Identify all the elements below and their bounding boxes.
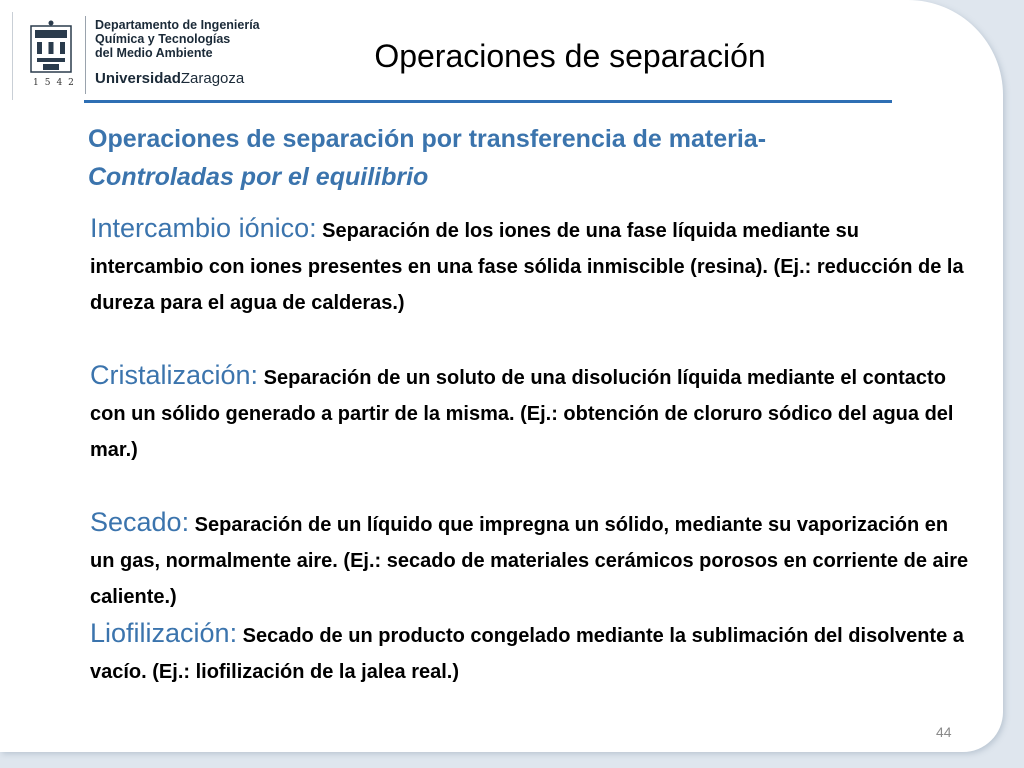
paragraph-spacer [90,321,970,357]
paragraph-spacer [90,468,970,504]
definition-term: Intercambio iónico: [90,213,317,243]
crest-year: 1542 [33,78,80,88]
logo-divider [85,16,86,94]
definition-paragraph [90,210,970,321]
university-crest-icon [29,20,73,76]
definition-paragraph [90,504,970,615]
definition-text: Separación de un líquido que impregna un sólido, mediante su vaporización en un gas, normalmente aire. (Ej.: secado de materiales cerámicos porosos en corriente de aire caliente.) [90,514,969,608]
definition-term: Cristalización: [90,360,259,390]
university-name [95,70,244,87]
page-number: 44 [936,724,952,740]
definition-text: Secado de un producto congelado mediante la sublimación del disolvente a vacío. (Ej.: liofilización de la jalea real.) [90,625,964,683]
department-logo [12,12,271,100]
university-name-bold: Universidad [95,70,181,87]
slide-title: Operaciones de separación [374,38,766,74]
title-rule [84,100,892,103]
slide-subtitle [88,120,766,196]
department-line: Química y Tecnologías [95,32,231,46]
department-line: Departamento de Ingeniería [95,18,260,32]
definition-text: Separación de los iones de una fase líquida mediante su intercambio con iones presentes en una fase sólida inmiscible (resina). (Ej.: reducción de la dureza para el agua de calderas.) [90,220,964,314]
department-line: del Medio Ambiente [95,46,213,60]
definition-term: Secado: [90,507,190,537]
subtitle-line-2: Controladas por el equilibrio [88,163,429,191]
university-name-rest: Zaragoza [180,70,245,87]
definition-term: Liofilización: [90,618,238,648]
definition-paragraph [90,615,970,690]
definition-text: Separación de un soluto de una disolución líquida mediante el contacto con un sólido generado a partir de la misma. (Ej.: obtención de cloruro sódico del agua del mar.) [90,367,954,461]
slide-content [90,210,970,690]
department-name [95,18,260,60]
subtitle-line-1: Operaciones de separación por transferencia de materia- [88,125,767,153]
definition-paragraph [90,357,970,468]
